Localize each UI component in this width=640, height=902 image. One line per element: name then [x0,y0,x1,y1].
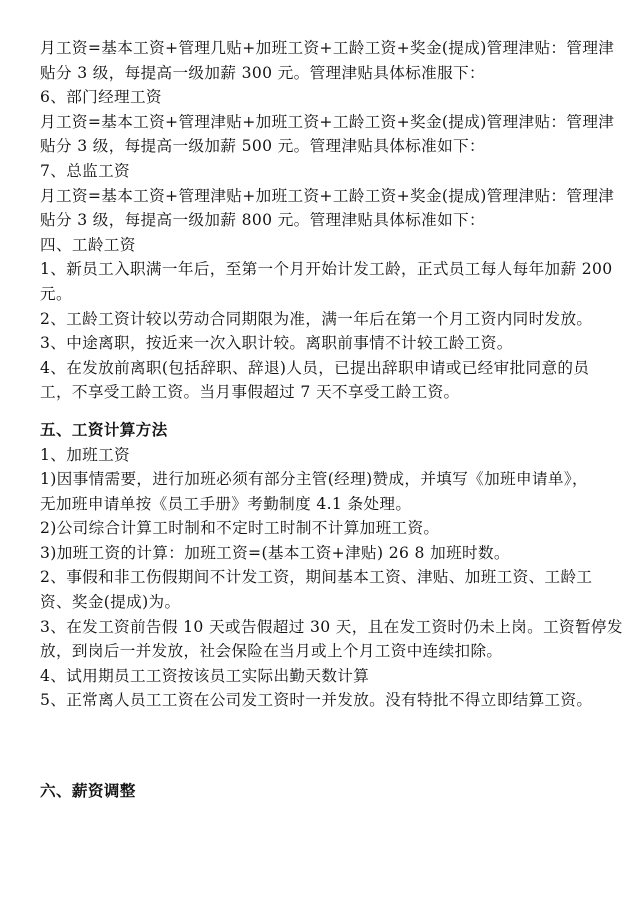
text-line: 1、加班工资 [40,445,130,464]
text-line: 贴分 3 级，每提高一级加薪 300 元。管理津贴具体标准服下： [40,63,485,82]
text-line: 月工资=基本工资+管理津贴+加班工资+工龄工资+奖金(提成)管理津贴：管理津 [40,112,615,131]
text-line: 4、在发放前离职(包括辞职、辞退)人员，已提出辞职申请或已经审批同意的员 [40,358,590,377]
text-line: 工，不享受工龄工资。当月事假超过 7 天不享受工龄工资。 [40,383,460,402]
text-line: 月工资=基本工资+管理津贴+加班工资+工龄工资+奖金(提成)管理津贴：管理津 [40,186,615,205]
document-page [40,36,623,804]
text-line: 1、新员工入职满一年后，至第一个月开始计发工龄，正式员工每人每年加薪 200 [40,260,613,279]
text-line: 4、试用期员工工资按该员工实际出勤天数计算 [40,666,370,685]
text-line: 7、总监工资 [40,161,130,180]
text-line: 四、工龄工资 [40,235,136,254]
section-heading-5: 五、工资计算方法 [40,420,168,439]
text-block-salary-and-seniority [40,36,615,405]
paragraph-spacer [40,713,602,779]
text-line: 2)公司综合计算工时制和不定时工时制不计算加班工资。 [40,519,440,538]
text-line: 1)因事情需要，进行加班必须有部分主管(经理)赞成，并填写《加班申请单》， [40,470,588,489]
text-line: 5、正常离人员工工资在公司发工资时一并发放。没有特批不得立即结算工资。 [40,691,593,710]
text-line: 3、中途离职，按近来一次入职计较。离职前事情不计较工龄工资。 [40,334,513,353]
text-line: 贴分 3 级，每提高一级加薪 500 元。管理津贴具体标准如下： [40,137,485,156]
text-line: 6、部门经理工资 [40,88,162,107]
text-line: 2、事假和非工伤假期间不计发工资，期间基本工资、津贴、加班工资、工龄工 [40,568,593,587]
text-block-salary-calculation [40,443,623,714]
text-line: 资、奖金(提成)为。 [40,593,181,612]
text-line: 3)加班工资的计算：加班工资=(基本工资+津贴) 26 8 加班时数。 [40,543,510,562]
section-heading-6: 六、薪资调整 [40,782,136,801]
text-line: 元。 [40,284,72,303]
text-line: 放，到岗后一并发放，社会保险在当月或上个月工资中连续扣除。 [40,642,503,661]
text-line: 2、工龄工资计较以劳动合同期限为准，满一年后在第一个月工资内同时发放。 [40,309,593,328]
paragraph-spacer [40,405,602,418]
text-line: 贴分 3 级，每提高一级加薪 800 元。管理津贴具体标准如下： [40,211,485,230]
text-line: 月工资=基本工资+管理几贴+加班工资+工龄工资+奖金(提成)管理津贴：管理津 [40,39,615,57]
text-line: 无加班申请单按《员工手册》考勤制度 4.1 条处理。 [40,494,412,513]
text-line: 3、在发工资前告假 10 天或告假超过 30 天，且在发工资时仍未上岗。工资暂停发 [40,617,623,636]
